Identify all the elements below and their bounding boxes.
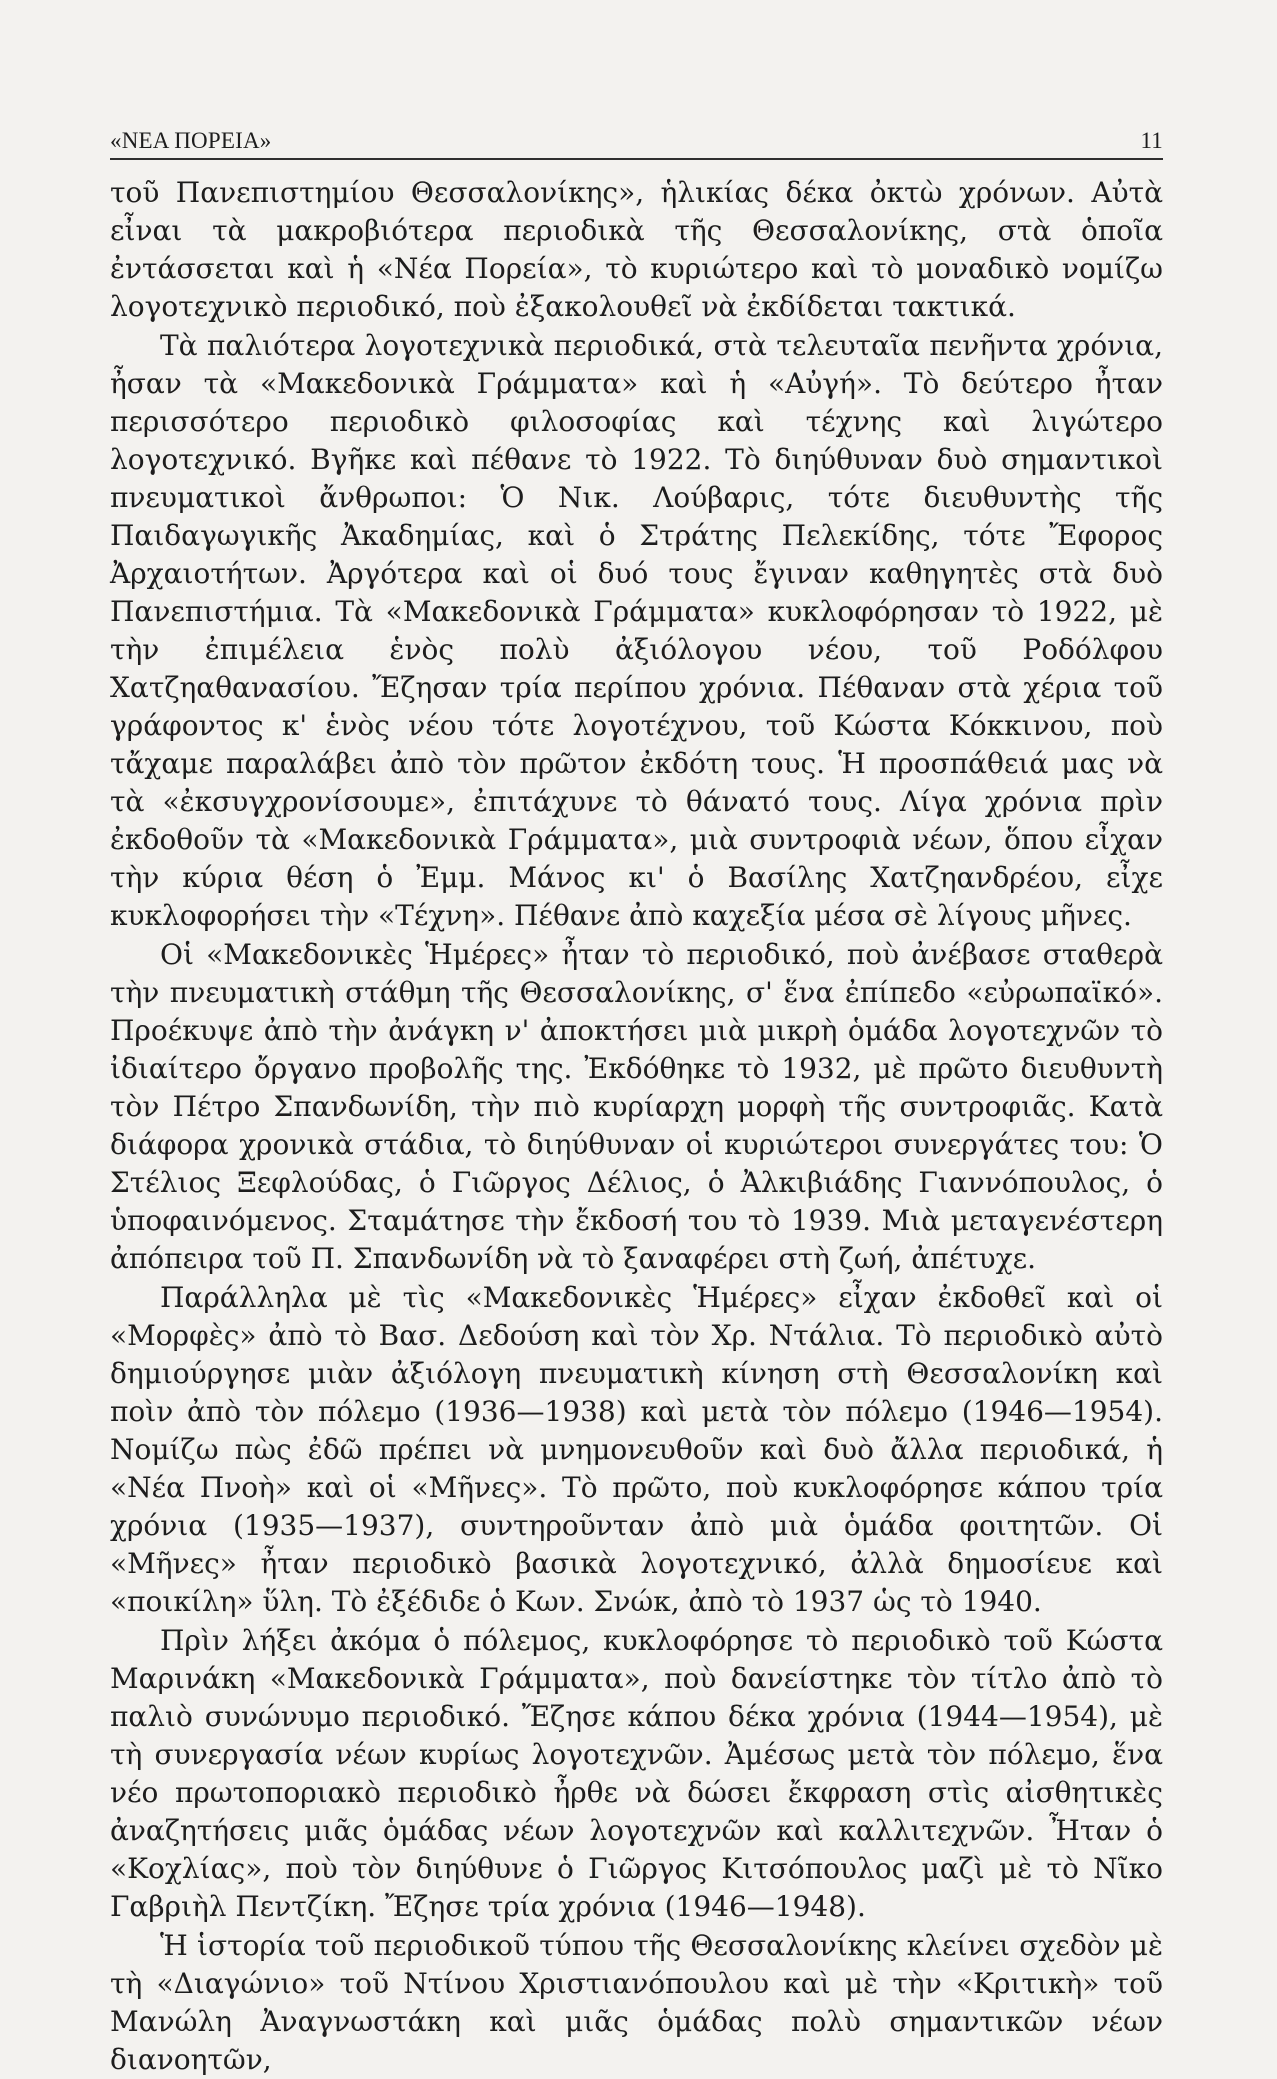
page-number: 11 [1140, 128, 1163, 153]
journal-title: «ΝΕΑ ΠΟΡΕΙΑ» [110, 128, 272, 153]
paragraph-4: Παράλληλα μὲ τὶς «Μακεδονικὲς Ἡμέρες» εἶχαν ἐκδοθεῖ καὶ οἱ «Μορφὲς» ἀπὸ τὸ Βασ. Δεδούση καὶ τὸν Χρ. Ντάλια. Τὸ περιοδικὸ αὐτὸ δημιούργησε μιὰν ἀξιόλογη πνευματικὴ κίνηση στὴ Θεσσαλονίκη καὶ ποὶν ἀπὸ τὸν πόλεμο (1936—1938) καὶ μετὰ τὸν πόλεμο (1946—1954). Νομίζω πὼς ἐδῶ πρέπει νὰ μνημονευθοῦν καὶ δυὸ ἄλλα περιοδικά, ἡ «Νέα Πνοὴ» καὶ οἱ «Μῆνες». Τὸ πρῶτο, ποὺ κυκλοφόρησε κάπου τρία χρόνια (1935—1937), συντηροῦνταν ἀπὸ μιὰ ὁμάδα φοιτητῶν. Οἱ «Μῆνες» ἦταν περιοδικὸ βασικὰ λογοτεχνικό, ἀλλὰ δημοσίευε καὶ «ποικίλη» ὕλη. Τὸ ἐξέδιδε ὁ Κων. Σνώκ, ἀπὸ τὸ 1937 ὡς τὸ 1940. [110, 1281, 1163, 1618]
running-header [110, 118, 1163, 160]
paragraph-6: Ἡ ἱστορία τοῦ περιοδικοῦ τύπου τῆς Θεσσαλονίκης κλείνει σχεδὸν μὲ τὴ «Διαγώνιο» τοῦ Ντίνου Χριστιανόπουλου καὶ μὲ τὴν «Κριτικὴ» τοῦ Μανώλη Ἀναγνωστάκη καὶ μιᾶς ὁμάδας πολὺ σημαντικῶν νέων διανοητῶν, [110, 1929, 1163, 2076]
paragraph-1: τοῦ Πανεπιστημίου Θεσσαλονίκης», ἡλικίας δέκα ὀκτὼ χρόνων. Αὐτὰ εἶναι τὰ μακροβιότερα περιοδικὰ τῆς Θεσσαλονίκης, στὰ ὁποῖα ἐντάσσεται καὶ ἡ «Νέα Πορεία», τὸ κυριώτερο καὶ τὸ μοναδικὸ νομίζω λογοτεχνικὸ περιοδικό, ποὺ ἐξακολουθεῖ νὰ ἐκδίδεται τακτικά. [110, 176, 1163, 323]
article-body [110, 174, 1163, 2079]
book-page [110, 118, 1163, 2079]
paragraph-2: Τὰ παλιότερα λογοτεχνικὰ περιοδικά, στὰ τελευταῖα πενῆντα χρόνια, ἦσαν τὰ «Μακεδονικὰ Γράμματα» καὶ ἡ «Αὐγή». Τὸ δεύτερο ἦταν περισσότερο περιοδικὸ φιλοσοφίας καὶ τέχνης καὶ λιγώτερο λογοτεχνικό. Βγῆκε καὶ πέθανε τὸ 1922. Τὸ διηύθυναν δυὸ σημαντικοὶ πνευματικοὶ ἄνθρωποι: Ὁ Νικ. Λούβαρις, τότε διευθυντὴς τῆς Παιδαγωγικῆς Ἀκαδημίας, καὶ ὁ Στράτης Πελεκίδης, τότε Ἔφορος Ἀρχαιοτήτων. Ἀργότερα καὶ οἱ δυό τους ἔγιναν καθηγητὲς στὰ δυὸ Πανεπιστήμια. Τὰ «Μακεδονικὰ Γράμματα» κυκλοφόρησαν τὸ 1922, μὲ τὴν ἐπιμέλεια ἑνὸς πολὺ ἀξιόλογου νέου, τοῦ Ροδόλφου Χατζηαθανασίου. Ἔζησαν τρία περίπου χρόνια. Πέθαναν στὰ χέρια τοῦ γράφοντος κ' ἑνὸς νέου τότε λογοτέχνου, τοῦ Κώστα Κόκκινου, ποὺ τἄχαμε παραλάβει ἀπὸ τὸν πρῶτον ἐκδότη τους. Ἡ προσπάθειά μας νὰ τὰ «ἐκσυγχρονίσουμε», ἐπιτάχυνε τὸ θάνατό τους. Λίγα χρόνια πρὶν ἐκδοθοῦν τὰ «Μακεδονικὰ Γράμματα», μιὰ συντροφιὰ νέων, ὅπου εἶχαν τὴν κύρια θέση ὁ Ἐμμ. Μάνος κι' ὁ Βασίλης Χατζηανδρέου, εἶχε κυκλοφορήσει τὴν «Τέχνη». Πέθανε ἀπὸ καχεξία μέσα σὲ λίγους μῆνες. [110, 329, 1163, 932]
paragraph-3: Οἱ «Μακεδονικὲς Ἡμέρες» ἦταν τὸ περιοδικό, ποὺ ἀνέβασε σταθερὰ τὴν πνευματικὴ στάθμη τῆς Θεσσαλονίκης, σ' ἕνα ἐπίπεδο «εὐρωπαϊκό». Προέκυψε ἀπὸ τὴν ἀνάγκη ν' ἀποκτήσει μιὰ μικρὴ ὁμάδα λογοτεχνῶν τὸ ἰδιαίτερο ὄργανο προβολῆς της. Ἐκδόθηκε τὸ 1932, μὲ πρῶτο διευθυντὴ τὸν Πέτρο Σπανδωνίδη, τὴν πιὸ κυρίαρχη μορφὴ τῆς συντροφιᾶς. Κατὰ διάφορα χρονικὰ στάδια, τὸ διηύθυναν οἱ κυριώτεροι συνεργάτες του: Ὁ Στέλιος Ξεφλούδας, ὁ Γιῶργος Δέλιος, ὁ Ἀλκιβιάδης Γιαννόπουλος, ὁ ὑποφαινόμενος. Σταμάτησε τὴν ἔκδοσή του τὸ 1939. Μιὰ μεταγενέστερη ἀπόπειρα τοῦ Π. Σπανδωνίδη νὰ τὸ ξαναφέρει στὴ ζωή, ἀπέτυχε. [110, 938, 1163, 1275]
paragraph-5: Πρὶν λήξει ἀκόμα ὁ πόλεμος, κυκλοφόρησε τὸ περιοδικὸ τοῦ Κώστα Μαρινάκη «Μακεδονικὰ Γράμματα», ποὺ δανείστηκε τὸν τίτλο ἀπὸ τὸ παλιὸ συνώνυμο περιοδικό. Ἔζησε κάπου δέκα χρόνια (1944—1954), μὲ τὴ συνεργασία νέων κυρίως λογοτεχνῶν. Ἀμέσως μετὰ τὸν πόλεμο, ἕνα νέο πρωτοποριακὸ περιοδικὸ ἦρθε νὰ δώσει ἔκφραση στὶς αἰσθητικὲς ἀναζητήσεις μιᾶς ὁμάδας νέων λογοτεχνῶν καὶ καλλιτεχνῶν. Ἦταν ὁ «Κοχλίας», ποὺ τὸν διηύθυνε ὁ Γιῶργος Κιτσόπουλος μαζὶ μὲ τὸ Νῖκο Γαβριὴλ Πεντζίκη. Ἔζησε τρία χρόνια (1946—1948). [110, 1624, 1163, 1923]
